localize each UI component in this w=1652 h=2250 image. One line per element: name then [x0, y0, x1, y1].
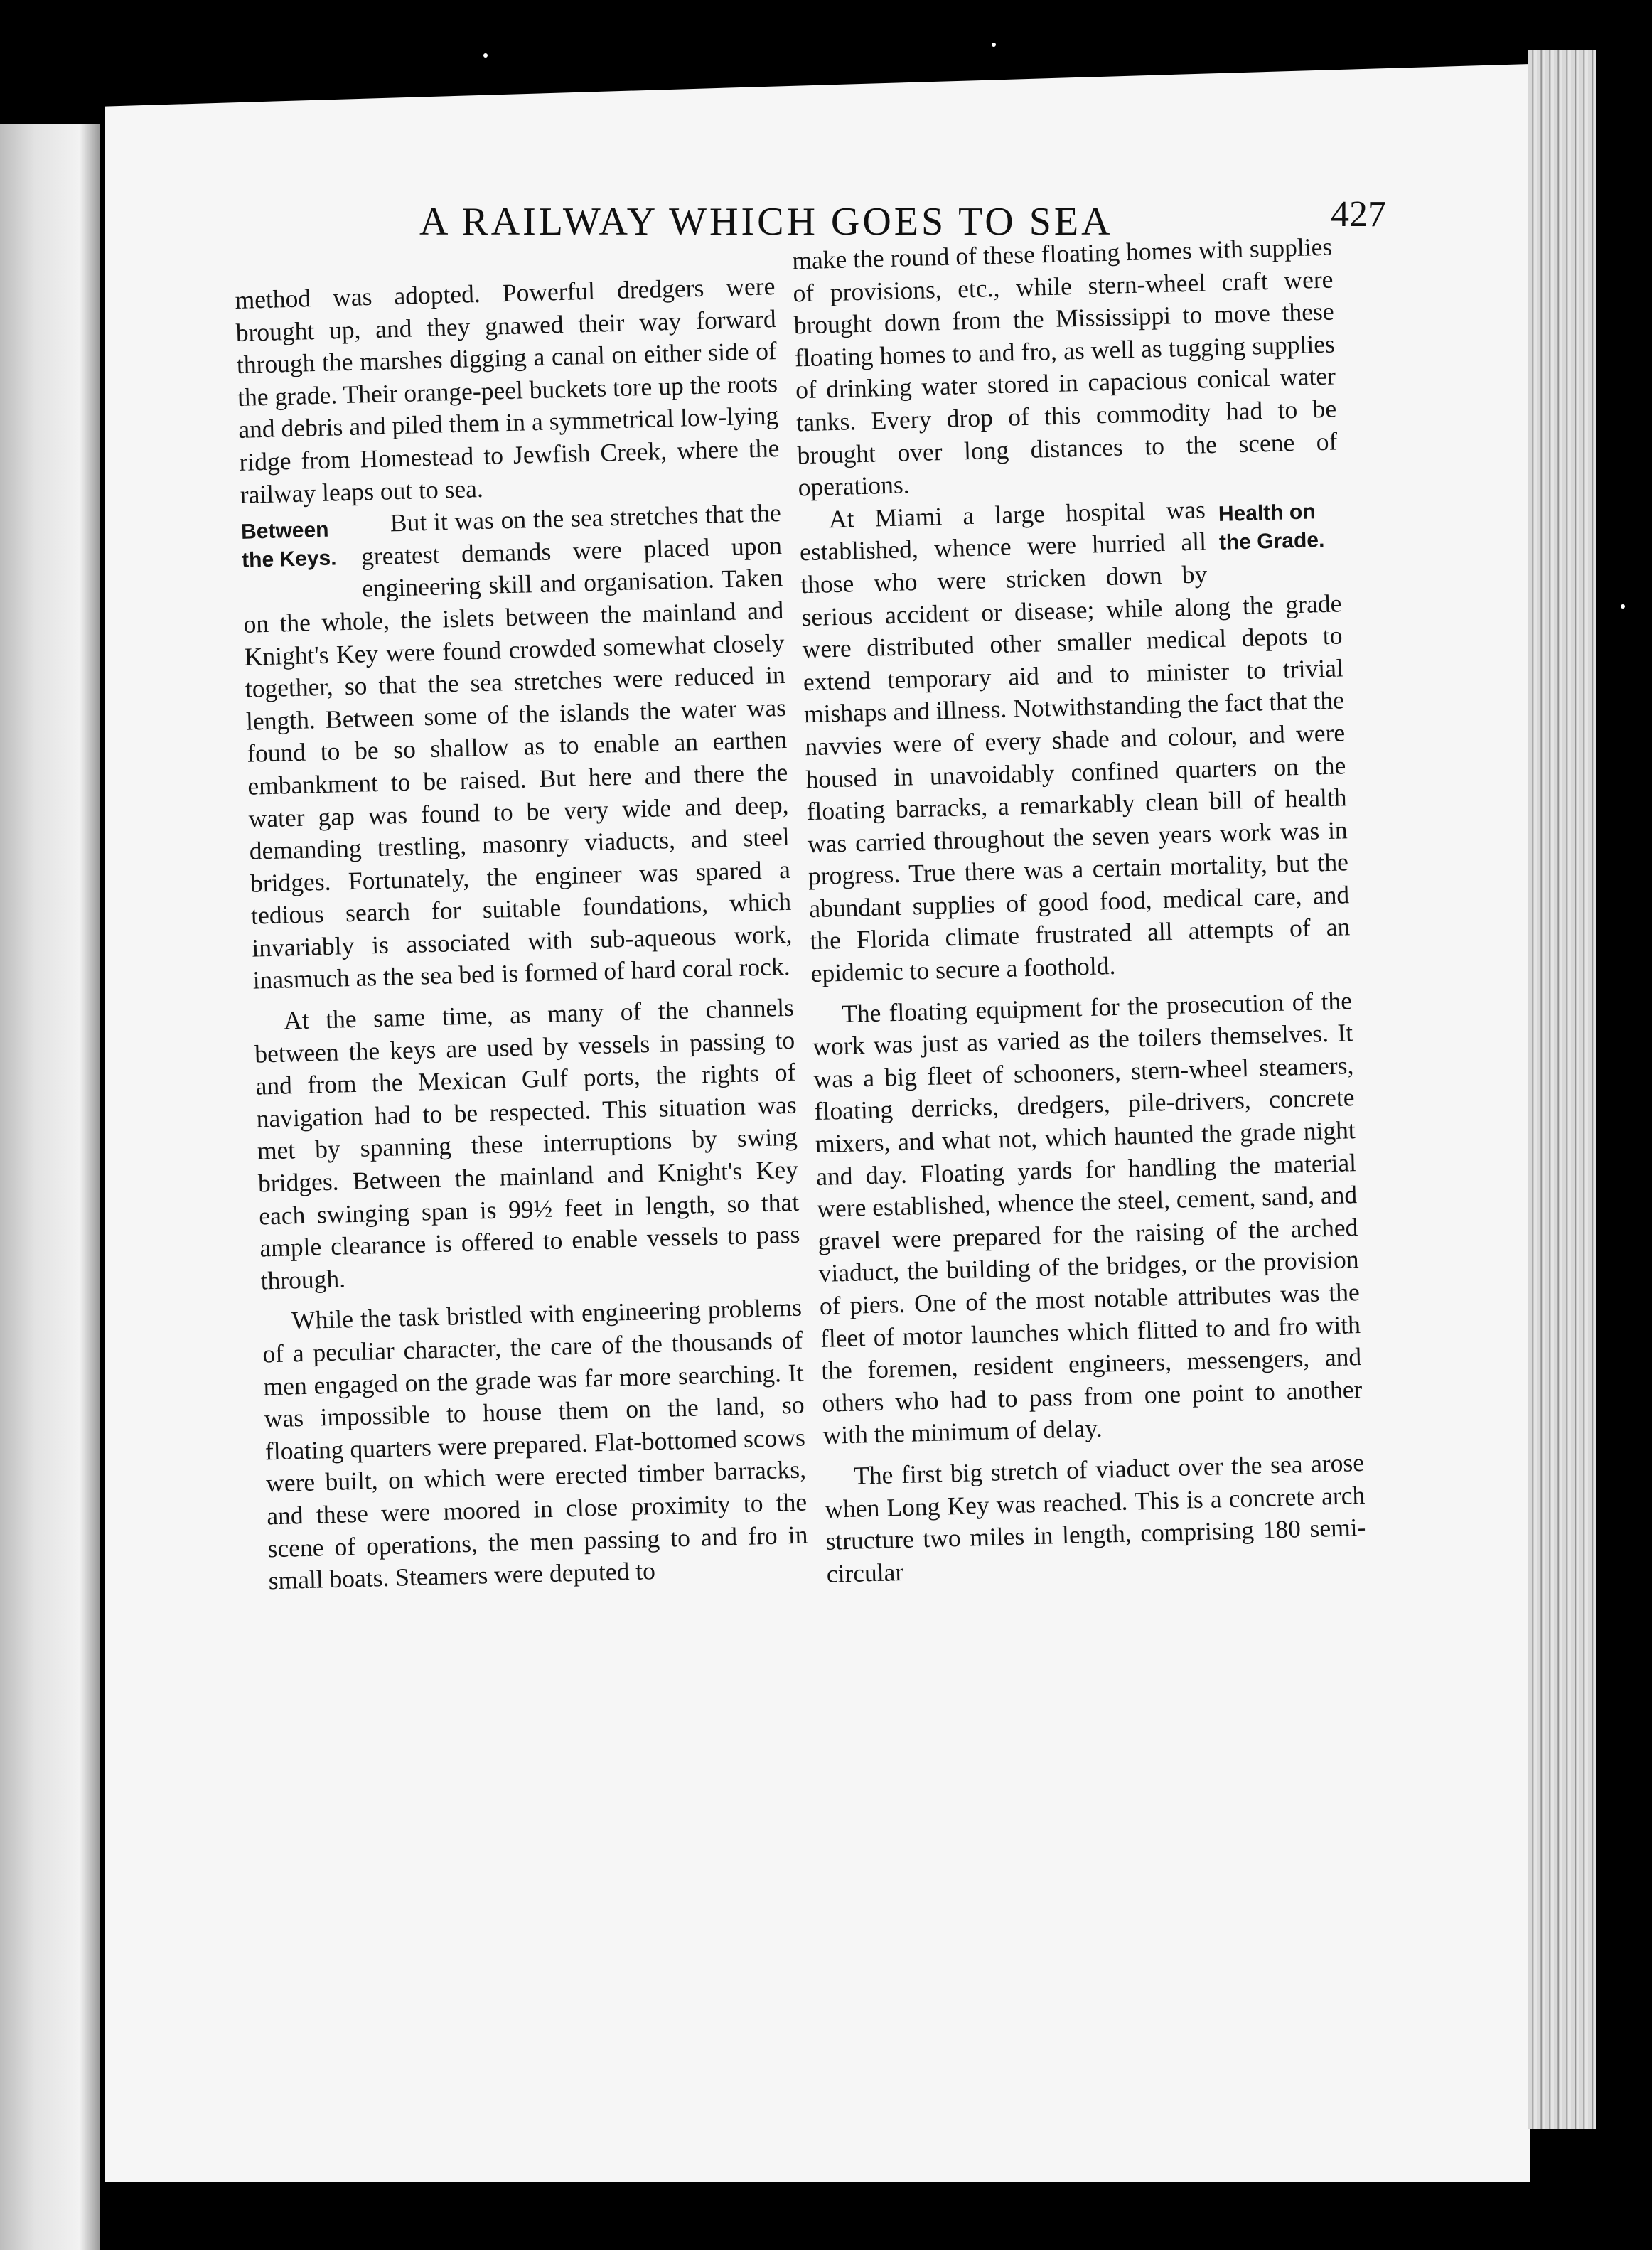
- running-title: A RAILWAY WHICH GOES TO SEA: [419, 200, 1113, 244]
- paragraph: [240, 497, 793, 997]
- paragraph-text: But it was on the sea stretches that the greatest demands were placed upon engineering skill and organisation. Taken on the whole, the islets between the mainland and Knight's Key were found crowded somewhat closely together, so that the sea stretches were reduced in length. Between some of the islands the water was found to be so shallow as to enable an earthen embankment to be raised. But here and there the water gap was found to be very wide and deep, demanding trestling, masonry viaducts, and steel bridges. Fortunately, the engineer was spared a tedious search for suitable foundations, which invariably is associated with sub-aqueous work, inasmuch as the sea bed is formed of hard coral rock.: [242, 498, 793, 995]
- dust-speck: [483, 53, 488, 58]
- facing-page-edge: [0, 124, 100, 2250]
- page-number: 427: [1331, 194, 1386, 235]
- paragraph: make the round of these floating homes with supplies of provisions, etc., while stern-wheel craft were brought down from the Mississippi to move these floating homes to and fro, as well as tugging supplies of drinking water stored in capacious conical water tanks. Every drop of this commodity had to be brought over long distances to the scene of operations.: [791, 232, 1338, 502]
- right-column: [792, 231, 1367, 1591]
- page-stack-edges: [1528, 50, 1596, 2129]
- margin-note: Between the Keys.: [240, 518, 337, 573]
- paragraph: [798, 490, 1351, 990]
- margin-note: Health on the Grade.: [1218, 500, 1325, 555]
- paragraph: The first big stretch of viaduct over the sea arose when Long Key was reached. This is a concrete arch structure two miles in length, comprising 180 semi-circular: [824, 1447, 1366, 1588]
- paragraph: method was adopted. Powerful dredgers were brought up, and they gnawed their way forward through the marshes digging a canal on either side of the grade. Their orange-peel buckets tore up the roots and debris and piled them in a symmetrical low-lying ridge from Homestead to Jewfish Creek, where the railway leaps out to sea.: [235, 272, 780, 509]
- paragraph: While the task bristled with engineering problems of a peculiar character, the care of the thousands of men engaged on the grade was far more searching. It was impossible to house them on the land, so floating quarters were prepared. Flat-bottomed scows were built, on which were erected timber barracks, and these were moored in close proximity to the scene of operations, the men passing to and fro in small boats. Steamers were deputed to: [262, 1293, 808, 1595]
- dust-speck: [992, 43, 996, 47]
- left-column: [235, 270, 809, 1597]
- text-body: [235, 232, 1429, 1919]
- paragraph: The floating equipment for the prosecution of the work was just as varied as the toilers themselves. It was a big fleet of schooners, stern-wheel steamers, floating derricks, dredgers, pile-drivers, concrete mixers, and what not, which haunted the grade night and day. Floating yards for handling the material were established, whence the steel, cement, sand, and gravel were prepared for the raising of the arched viaduct, the building of the bridges, or the provision of piers. One of the most notable attributes was the fleet of motor launches which flitted to and fro with the foremen, resident engineers, messengers, and others who had to pass from one point to another with the minimum of delay.: [812, 985, 1363, 1450]
- paragraph: At the same time, as many of the channels between the keys are used by vessels in passing to and from the Mexican Gulf ports, the rights of navigation had to be respected. This situation was met by spanning these interruptions by swing bridges. Between the mainland and Knight's Key each swinging span is 99½ feet in length, so that ample clearance is offered to enable vessels to pass through.: [254, 992, 800, 1295]
- paragraph-text: At Miami a large hospital was established, whence were hurried all those who were stricken down by serious accident or disease; while along the grade were distributed other smaller medical depots to extend temporary aid and to minister to trivial mishaps and illness. Notwithstanding the fact that the navvies were of every shade and colour, and were housed in unavoidably confined quarters on the floating barracks, a remarkably clean bill of health was carried throughout the seven years work was in progress. True there was a certain mortality, but the abundant supplies of good food, medical care, and the Florida climate frustrated all attempts of an epidemic to secure a foothold.: [799, 495, 1351, 988]
- dust-speck: [1621, 604, 1625, 609]
